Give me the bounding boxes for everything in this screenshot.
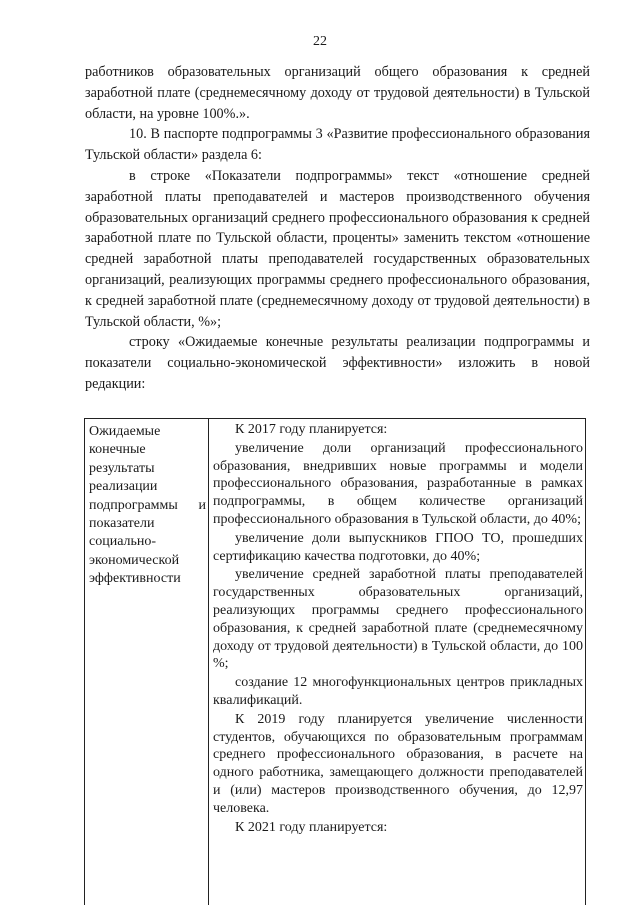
paragraph-indicators-replacement: в строке «Показатели подпрограммы» текст «отношение средней заработной платы преподавателей и мастеров производственного обучения образовательных организаций среднего профессионального образования к средней заработной плате по Тульской области, проценты» заменить текстом «отношение средней заработной платы преподавателей государственных образовательных организаций, реализующих программы среднего профессионального образования, к средней заработной плате (среднемесячному доходу от трудовой деятельности) в Тульской области, %»;	[85, 167, 590, 330]
table-left-cell-text: Ожидаемые конечные результаты реализации подпрограммы и показатели социально-экономической эффективности	[89, 424, 206, 587]
table-right-line: увеличение доли организаций профессионального образования, внедривших новые программы и модели профессионального образования, разработанные в рамках подпрограммы, в общем количестве организаций профессионального образования в Тульской области, до 40%;	[213, 440, 583, 527]
table-left-cell	[85, 419, 209, 905]
table-right-line: увеличение средней заработной платы преподавателей государственных образовательных организаций, реализующих программы среднего профессионального образования, к средней заработной плате (среднемесячному доходу от трудовой деятельности) в Тульской области, до 100 %;	[213, 567, 583, 672]
paragraph-expected-results: строку «Ожидаемые конечные результаты реализации подпрограммы и показатели социально-экономической эффективности» изложить в новой редакции:	[85, 334, 590, 392]
table-right-line: К 2017 году планируется:	[235, 422, 388, 437]
paragraph-item-10: 10. В паспорте подпрограммы 3 «Развитие профессионального образования Тульской области» раздела 6:	[85, 126, 590, 164]
table-right-line: К 2019 году планируется увеличение численности студентов, обучающихся по образовательным программам среднего профессионального образования, в расчете на одного работника, замещающего должности преподавателей и (или) мастеров производственного обучения, до 12,97 человека.	[213, 711, 583, 816]
table-right-line: увеличение доли выпускников ГПОО ТО, прошедших сертификацию качества подготовки, до 40%;	[213, 530, 583, 564]
table-right-line: создание 12 многофункциональных центров прикладных квалификаций.	[213, 675, 583, 708]
table-right-cell	[209, 419, 585, 907]
page-number: 22	[313, 34, 327, 49]
body-text	[85, 62, 590, 395]
table-right-line: К 2021 году планируется:	[235, 819, 388, 835]
results-table	[84, 418, 586, 905]
paragraph-continuation: работников образовательных организаций общего образования к средней заработной плате (среднемесячному доходу от трудовой деятельности) в Тульской области, на уровне 100%.».	[85, 64, 590, 122]
